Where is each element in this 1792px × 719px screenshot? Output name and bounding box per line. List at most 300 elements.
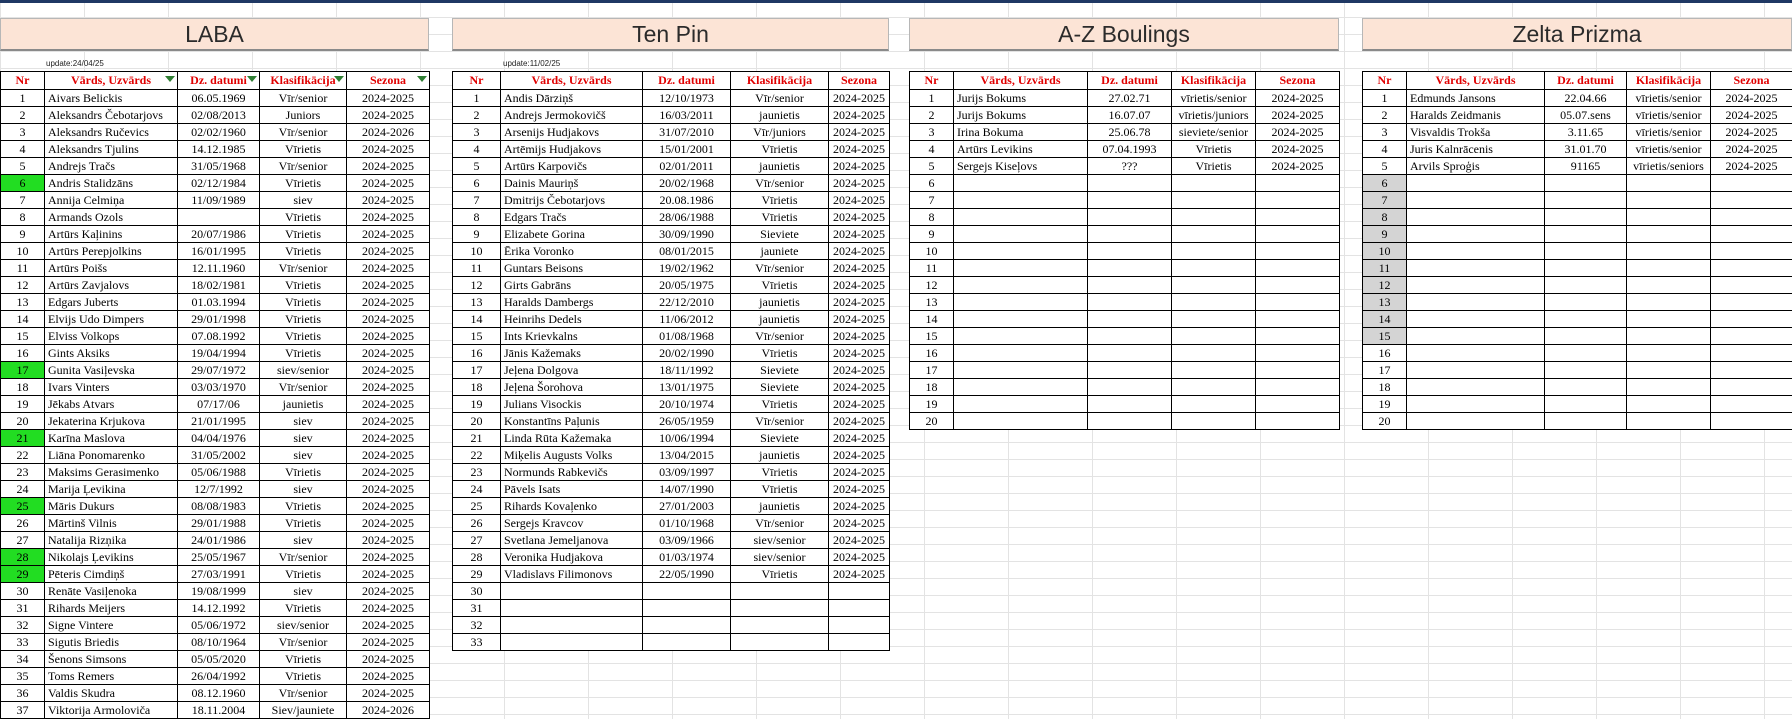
row-classification-cell[interactable] <box>1172 328 1256 345</box>
row-season-cell[interactable]: 2024-2025 <box>347 583 430 600</box>
row-classification-cell[interactable]: Vīrietis <box>260 226 347 243</box>
row-nr-cell[interactable]: 4 <box>910 141 954 158</box>
row-birthdate-cell[interactable]: 05/05/2020 <box>178 651 260 668</box>
row-season-cell[interactable]: 2024-2025 <box>829 498 890 515</box>
row-classification-cell[interactable] <box>1172 311 1256 328</box>
row-season-cell[interactable]: 2024-2025 <box>347 158 430 175</box>
col-name[interactable]: Vārds, Uzvārds <box>1407 72 1545 90</box>
row-name-cell[interactable] <box>1407 294 1545 311</box>
row-nr-cell[interactable]: 10 <box>453 243 501 260</box>
row-nr-cell[interactable]: 31 <box>453 600 501 617</box>
row-classification-cell[interactable]: Vīrietis <box>260 464 347 481</box>
col-name[interactable] <box>45 72 178 90</box>
col-season[interactable]: Sezona <box>829 72 890 90</box>
row-birthdate-cell[interactable]: 31/05/2002 <box>178 447 260 464</box>
row-birthdate-cell[interactable]: 02/08/2013 <box>178 107 260 124</box>
row-nr-cell[interactable]: 7 <box>910 192 954 209</box>
row-season-cell[interactable]: 2024-2025 <box>347 430 430 447</box>
row-nr-cell[interactable]: 24 <box>1 481 45 498</box>
row-classification-cell[interactable] <box>1627 345 1711 362</box>
row-season-cell[interactable] <box>1711 345 1792 362</box>
row-season-cell[interactable] <box>1256 226 1340 243</box>
row-nr-cell[interactable]: 29 <box>453 566 501 583</box>
row-classification-cell[interactable]: Vīrietis <box>731 396 829 413</box>
row-classification-cell[interactable]: vīrietis/senior <box>1627 141 1711 158</box>
row-nr-cell[interactable]: 36 <box>1 685 45 702</box>
row-season-cell[interactable]: 2024-2025 <box>347 651 430 668</box>
row-name-cell[interactable] <box>1407 260 1545 277</box>
row-classification-cell[interactable]: Vīrietis <box>260 566 347 583</box>
row-birthdate-cell[interactable] <box>1545 277 1627 294</box>
row-season-cell[interactable]: 2024-2025 <box>347 90 430 107</box>
row-season-cell[interactable]: 2024-2025 <box>347 685 430 702</box>
row-season-cell[interactable]: 2024-2025 <box>829 396 890 413</box>
row-birthdate-cell[interactable] <box>1545 226 1627 243</box>
row-name-cell[interactable]: Viktorija Armoloviča <box>45 702 178 719</box>
row-classification-cell[interactable]: Vīrietis <box>260 651 347 668</box>
row-name-cell[interactable] <box>954 294 1088 311</box>
row-nr-cell[interactable]: 13 <box>1 294 45 311</box>
row-name-cell[interactable] <box>954 396 1088 413</box>
row-name-cell[interactable] <box>501 634 643 651</box>
row-season-cell[interactable]: 2024-2025 <box>347 668 430 685</box>
col-birthdate[interactable]: Dz. datumi <box>1545 72 1627 90</box>
row-nr-cell[interactable]: 33 <box>1 634 45 651</box>
row-name-cell[interactable] <box>501 617 643 634</box>
row-season-cell[interactable] <box>1711 243 1792 260</box>
row-birthdate-cell[interactable]: 15/01/2001 <box>643 141 731 158</box>
row-name-cell[interactable]: Elviss Volkops <box>45 328 178 345</box>
row-name-cell[interactable]: Elvijs Udo Dimpers <box>45 311 178 328</box>
row-classification-cell[interactable]: vīrietis/senior <box>1172 90 1256 107</box>
row-classification-cell[interactable]: Vīrietis <box>260 141 347 158</box>
row-nr-cell[interactable]: 27 <box>1 532 45 549</box>
row-classification-cell[interactable] <box>731 634 829 651</box>
row-classification-cell[interactable] <box>1172 413 1256 430</box>
row-birthdate-cell[interactable] <box>1545 209 1627 226</box>
row-name-cell[interactable]: Artūrs Karpovičs <box>501 158 643 175</box>
row-name-cell[interactable]: Edmunds Jansons <box>1407 90 1545 107</box>
row-classification-cell[interactable] <box>1627 243 1711 260</box>
row-nr-cell[interactable]: 9 <box>1 226 45 243</box>
row-classification-cell[interactable]: Vīrietis <box>731 277 829 294</box>
row-season-cell[interactable]: 2024-2025 <box>347 141 430 158</box>
row-name-cell[interactable]: Karīna Maslova <box>45 430 178 447</box>
row-birthdate-cell[interactable] <box>1545 192 1627 209</box>
row-name-cell[interactable]: Arvils Sproģis <box>1407 158 1545 175</box>
row-nr-cell[interactable]: 18 <box>453 379 501 396</box>
row-birthdate-cell[interactable]: 05/06/1988 <box>178 464 260 481</box>
row-nr-cell[interactable]: 4 <box>1363 141 1407 158</box>
row-season-cell[interactable]: 2024-2025 <box>1711 141 1792 158</box>
row-classification-cell[interactable]: Vīrietis <box>260 668 347 685</box>
row-birthdate-cell[interactable] <box>1088 226 1172 243</box>
row-season-cell[interactable] <box>829 634 890 651</box>
row-birthdate-cell[interactable] <box>1088 294 1172 311</box>
row-nr-cell[interactable]: 9 <box>1363 226 1407 243</box>
row-nr-cell[interactable]: 10 <box>1 243 45 260</box>
row-classification-cell[interactable]: Vīr/senior <box>260 685 347 702</box>
row-name-cell[interactable]: Elizabete Gorina <box>501 226 643 243</box>
row-nr-cell[interactable]: 21 <box>1 430 45 447</box>
row-nr-cell[interactable]: 1 <box>453 90 501 107</box>
col-birthdate[interactable]: Dz. datumi <box>1088 72 1172 90</box>
row-classification-cell[interactable] <box>1172 175 1256 192</box>
row-name-cell[interactable]: Artūrs Poišs <box>45 260 178 277</box>
row-nr-cell[interactable]: 2 <box>453 107 501 124</box>
row-name-cell[interactable] <box>1407 277 1545 294</box>
row-season-cell[interactable]: 2024-2025 <box>829 226 890 243</box>
row-name-cell[interactable] <box>1407 345 1545 362</box>
row-birthdate-cell[interactable]: 18/02/1981 <box>178 277 260 294</box>
row-birthdate-cell[interactable]: 03/09/1997 <box>643 464 731 481</box>
row-name-cell[interactable] <box>501 600 643 617</box>
row-season-cell[interactable]: 2024-2025 <box>829 294 890 311</box>
row-name-cell[interactable]: Jēkabs Atvars <box>45 396 178 413</box>
row-season-cell[interactable]: 2024-2025 <box>347 311 430 328</box>
row-nr-cell[interactable]: 19 <box>910 396 954 413</box>
row-birthdate-cell[interactable]: 14.12.1992 <box>178 600 260 617</box>
row-classification-cell[interactable]: vīrietis/senior <box>1627 107 1711 124</box>
row-classification-cell[interactable]: siev <box>260 430 347 447</box>
row-classification-cell[interactable] <box>731 600 829 617</box>
row-classification-cell[interactable] <box>1627 379 1711 396</box>
row-nr-cell[interactable]: 20 <box>910 413 954 430</box>
row-nr-cell[interactable]: 5 <box>910 158 954 175</box>
row-nr-cell[interactable]: 24 <box>453 481 501 498</box>
row-season-cell[interactable]: 2024-2025 <box>829 515 890 532</box>
row-nr-cell[interactable]: 16 <box>1 345 45 362</box>
row-nr-cell[interactable]: 7 <box>1363 192 1407 209</box>
row-nr-cell[interactable]: 16 <box>910 345 954 362</box>
row-season-cell[interactable]: 2024-2025 <box>347 277 430 294</box>
row-season-cell[interactable] <box>1256 328 1340 345</box>
row-season-cell[interactable]: 2024-2025 <box>347 328 430 345</box>
row-birthdate-cell[interactable]: 07/17/06 <box>178 396 260 413</box>
row-name-cell[interactable]: Svetlana Jemeljanova <box>501 532 643 549</box>
row-nr-cell[interactable]: 26 <box>1 515 45 532</box>
row-season-cell[interactable]: 2024-2025 <box>347 379 430 396</box>
row-classification-cell[interactable] <box>1627 277 1711 294</box>
row-birthdate-cell[interactable]: 22.04.66 <box>1545 90 1627 107</box>
row-birthdate-cell[interactable]: 03/03/1970 <box>178 379 260 396</box>
row-season-cell[interactable] <box>1256 413 1340 430</box>
row-season-cell[interactable]: 2024-2026 <box>347 702 430 719</box>
col-nr[interactable]: Nr <box>910 72 954 90</box>
row-classification-cell[interactable] <box>1172 362 1256 379</box>
row-name-cell[interactable] <box>1407 396 1545 413</box>
row-birthdate-cell[interactable]: 29/07/1972 <box>178 362 260 379</box>
row-nr-cell[interactable]: 15 <box>453 328 501 345</box>
row-season-cell[interactable] <box>1711 362 1792 379</box>
row-name-cell[interactable]: Miķelis Augusts Volks <box>501 447 643 464</box>
row-nr-cell[interactable]: 20 <box>453 413 501 430</box>
row-season-cell[interactable]: 2024-2025 <box>1711 107 1792 124</box>
row-season-cell[interactable]: 2024-2026 <box>347 124 430 141</box>
col-season[interactable]: Sezona <box>1711 72 1792 90</box>
row-nr-cell[interactable]: 4 <box>1 141 45 158</box>
row-classification-cell[interactable]: Vīrietis <box>260 277 347 294</box>
row-birthdate-cell[interactable] <box>1545 311 1627 328</box>
row-classification-cell[interactable] <box>1627 192 1711 209</box>
row-birthdate-cell[interactable]: 20/07/1986 <box>178 226 260 243</box>
row-nr-cell[interactable]: 5 <box>1 158 45 175</box>
row-name-cell[interactable]: Sergejs Kiseļovs <box>954 158 1088 175</box>
row-season-cell[interactable]: 2024-2025 <box>829 362 890 379</box>
row-birthdate-cell[interactable] <box>1088 362 1172 379</box>
row-nr-cell[interactable]: 17 <box>1 362 45 379</box>
row-classification-cell[interactable]: Sieviete <box>731 379 829 396</box>
row-birthdate-cell[interactable] <box>1088 379 1172 396</box>
row-classification-cell[interactable]: siev <box>260 413 347 430</box>
row-name-cell[interactable] <box>1407 243 1545 260</box>
row-season-cell[interactable]: 2024-2025 <box>347 447 430 464</box>
row-name-cell[interactable]: Rihards Meijers <box>45 600 178 617</box>
row-name-cell[interactable]: Julians Visockis <box>501 396 643 413</box>
row-birthdate-cell[interactable] <box>643 600 731 617</box>
row-nr-cell[interactable]: 1 <box>910 90 954 107</box>
row-season-cell[interactable] <box>1256 260 1340 277</box>
row-nr-cell[interactable]: 6 <box>1 175 45 192</box>
row-nr-cell[interactable]: 28 <box>453 549 501 566</box>
row-nr-cell[interactable]: 6 <box>1363 175 1407 192</box>
row-name-cell[interactable]: Šenons Simsons <box>45 651 178 668</box>
row-nr-cell[interactable]: 19 <box>1363 396 1407 413</box>
row-name-cell[interactable] <box>1407 362 1545 379</box>
row-birthdate-cell[interactable]: 01/03/1974 <box>643 549 731 566</box>
row-season-cell[interactable]: 2024-2025 <box>829 413 890 430</box>
row-classification-cell[interactable] <box>1172 294 1256 311</box>
row-nr-cell[interactable]: 11 <box>1363 260 1407 277</box>
row-nr-cell[interactable]: 2 <box>910 107 954 124</box>
row-nr-cell[interactable]: 8 <box>910 209 954 226</box>
row-birthdate-cell[interactable]: 08/10/1964 <box>178 634 260 651</box>
row-name-cell[interactable] <box>954 277 1088 294</box>
row-season-cell[interactable]: 2024-2025 <box>347 396 430 413</box>
row-season-cell[interactable]: 2024-2025 <box>829 447 890 464</box>
row-birthdate-cell[interactable] <box>643 634 731 651</box>
row-classification-cell[interactable]: Vīr/senior <box>731 260 829 277</box>
row-season-cell[interactable] <box>1256 192 1340 209</box>
row-classification-cell[interactable]: Vīrietis <box>731 192 829 209</box>
row-season-cell[interactable]: 2024-2025 <box>829 260 890 277</box>
row-birthdate-cell[interactable]: 20.08.1986 <box>643 192 731 209</box>
row-birthdate-cell[interactable] <box>643 617 731 634</box>
row-classification-cell[interactable]: Vīrietis <box>260 243 347 260</box>
row-season-cell[interactable]: 2024-2025 <box>1711 90 1792 107</box>
row-birthdate-cell[interactable]: 10/06/1994 <box>643 430 731 447</box>
row-birthdate-cell[interactable]: 12.11.1960 <box>178 260 260 277</box>
row-birthdate-cell[interactable]: 13/04/2015 <box>643 447 731 464</box>
row-name-cell[interactable]: Guntars Beisons <box>501 260 643 277</box>
row-birthdate-cell[interactable]: 08/08/1983 <box>178 498 260 515</box>
row-classification-cell[interactable] <box>1627 175 1711 192</box>
row-nr-cell[interactable]: 16 <box>1363 345 1407 362</box>
row-season-cell[interactable]: 2024-2025 <box>347 107 430 124</box>
row-name-cell[interactable]: Aleksandrs Ručevics <box>45 124 178 141</box>
row-name-cell[interactable] <box>954 243 1088 260</box>
row-nr-cell[interactable]: 5 <box>1363 158 1407 175</box>
row-season-cell[interactable]: 2024-2025 <box>829 192 890 209</box>
row-nr-cell[interactable]: 12 <box>1363 277 1407 294</box>
row-season-cell[interactable]: 2024-2025 <box>347 600 430 617</box>
row-birthdate-cell[interactable]: 01/08/1968 <box>643 328 731 345</box>
row-name-cell[interactable]: Jurijs Bokums <box>954 107 1088 124</box>
row-season-cell[interactable] <box>1256 379 1340 396</box>
row-nr-cell[interactable]: 14 <box>910 311 954 328</box>
row-birthdate-cell[interactable]: 91165 <box>1545 158 1627 175</box>
row-classification-cell[interactable]: Vīrietis <box>731 481 829 498</box>
row-season-cell[interactable]: 2024-2025 <box>829 158 890 175</box>
filter-icon[interactable] <box>334 76 344 82</box>
row-name-cell[interactable]: Andrejs Tračs <box>45 158 178 175</box>
row-birthdate-cell[interactable]: 19/04/1994 <box>178 345 260 362</box>
row-birthdate-cell[interactable]: 25/05/1967 <box>178 549 260 566</box>
row-season-cell[interactable]: 2024-2025 <box>829 107 890 124</box>
row-name-cell[interactable] <box>954 413 1088 430</box>
row-classification-cell[interactable] <box>1627 328 1711 345</box>
row-nr-cell[interactable]: 3 <box>1363 124 1407 141</box>
row-classification-cell[interactable] <box>731 617 829 634</box>
row-season-cell[interactable] <box>1256 345 1340 362</box>
row-name-cell[interactable]: Pāvels Isats <box>501 481 643 498</box>
col-classification[interactable]: Klasifikācija <box>1627 72 1711 90</box>
row-name-cell[interactable]: Rihards Kovaļenko <box>501 498 643 515</box>
row-season-cell[interactable] <box>1711 396 1792 413</box>
row-nr-cell[interactable]: 37 <box>1 702 45 719</box>
row-classification-cell[interactable]: jaunietis <box>731 498 829 515</box>
row-name-cell[interactable]: Aleksandrs Tjulins <box>45 141 178 158</box>
row-classification-cell[interactable]: jaunietis <box>731 158 829 175</box>
row-classification-cell[interactable]: Vīrietis <box>731 141 829 158</box>
row-birthdate-cell[interactable]: 25.06.78 <box>1088 124 1172 141</box>
row-season-cell[interactable]: 2024-2025 <box>829 566 890 583</box>
row-birthdate-cell[interactable]: 16/01/1995 <box>178 243 260 260</box>
row-nr-cell[interactable]: 14 <box>1 311 45 328</box>
row-name-cell[interactable] <box>954 226 1088 243</box>
row-birthdate-cell[interactable] <box>1545 294 1627 311</box>
row-classification-cell[interactable]: Vīr/senior <box>731 328 829 345</box>
row-birthdate-cell[interactable]: 20/02/1990 <box>643 345 731 362</box>
row-birthdate-cell[interactable] <box>1088 311 1172 328</box>
row-birthdate-cell[interactable] <box>1545 396 1627 413</box>
row-name-cell[interactable]: Visvaldis Trokša <box>1407 124 1545 141</box>
row-classification-cell[interactable] <box>1172 260 1256 277</box>
row-nr-cell[interactable]: 20 <box>1 413 45 430</box>
row-season-cell[interactable]: 2024-2025 <box>829 209 890 226</box>
row-name-cell[interactable]: Renāte Vasiļenoka <box>45 583 178 600</box>
row-season-cell[interactable]: 2024-2025 <box>829 481 890 498</box>
row-nr-cell[interactable]: 17 <box>1363 362 1407 379</box>
row-classification-cell[interactable]: Vīrietis <box>731 209 829 226</box>
row-season-cell[interactable]: 2024-2025 <box>347 226 430 243</box>
row-birthdate-cell[interactable] <box>1545 345 1627 362</box>
row-name-cell[interactable] <box>954 345 1088 362</box>
row-name-cell[interactable]: Mārtinš Vilnis <box>45 515 178 532</box>
row-classification-cell[interactable]: jaunietis <box>731 447 829 464</box>
row-classification-cell[interactable]: vīrietis/senior <box>1627 90 1711 107</box>
row-nr-cell[interactable]: 10 <box>1363 243 1407 260</box>
row-season-cell[interactable]: 2024-2025 <box>829 328 890 345</box>
row-name-cell[interactable] <box>1407 379 1545 396</box>
row-birthdate-cell[interactable]: 19/02/1962 <box>643 260 731 277</box>
row-name-cell[interactable]: Nikolajs Ļevikins <box>45 549 178 566</box>
row-season-cell[interactable] <box>1256 362 1340 379</box>
row-classification-cell[interactable] <box>1172 396 1256 413</box>
row-classification-cell[interactable]: siev <box>260 192 347 209</box>
row-name-cell[interactable]: Edgars Juberts <box>45 294 178 311</box>
row-nr-cell[interactable]: 19 <box>1 396 45 413</box>
row-season-cell[interactable]: 2024-2025 <box>347 209 430 226</box>
row-classification-cell[interactable]: Sieviete <box>731 430 829 447</box>
row-season-cell[interactable] <box>1711 311 1792 328</box>
row-birthdate-cell[interactable]: 18/11/1992 <box>643 362 731 379</box>
row-birthdate-cell[interactable] <box>1545 243 1627 260</box>
row-classification-cell[interactable] <box>1627 311 1711 328</box>
row-season-cell[interactable]: 2024-2025 <box>347 362 430 379</box>
row-name-cell[interactable] <box>954 328 1088 345</box>
row-nr-cell[interactable]: 2 <box>1 107 45 124</box>
col-nr[interactable]: Nr <box>453 72 501 90</box>
row-name-cell[interactable]: Toms Remers <box>45 668 178 685</box>
row-birthdate-cell[interactable]: 29/01/1988 <box>178 515 260 532</box>
row-name-cell[interactable]: Artūrs Zavjalovs <box>45 277 178 294</box>
row-season-cell[interactable]: 2024-2025 <box>347 549 430 566</box>
row-nr-cell[interactable]: 8 <box>1363 209 1407 226</box>
row-name-cell[interactable]: Edgars Tračs <box>501 209 643 226</box>
row-name-cell[interactable]: Gints Aksiks <box>45 345 178 362</box>
row-nr-cell[interactable]: 15 <box>910 328 954 345</box>
row-nr-cell[interactable]: 18 <box>1363 379 1407 396</box>
row-season-cell[interactable]: 2024-2025 <box>829 175 890 192</box>
row-classification-cell[interactable] <box>1627 294 1711 311</box>
row-nr-cell[interactable]: 3 <box>1 124 45 141</box>
row-classification-cell[interactable] <box>1172 226 1256 243</box>
row-classification-cell[interactable]: Vīr/senior <box>260 379 347 396</box>
row-season-cell[interactable]: 2024-2025 <box>347 294 430 311</box>
row-name-cell[interactable]: Ints Krievkalns <box>501 328 643 345</box>
row-birthdate-cell[interactable]: 03/09/1966 <box>643 532 731 549</box>
col-nr[interactable]: Nr <box>1363 72 1407 90</box>
col-birthdate[interactable] <box>178 72 260 90</box>
row-birthdate-cell[interactable] <box>1545 328 1627 345</box>
row-classification-cell[interactable]: Vīrietis <box>731 345 829 362</box>
row-birthdate-cell[interactable]: 29/01/1998 <box>178 311 260 328</box>
row-classification-cell[interactable]: Vīr/senior <box>731 515 829 532</box>
row-name-cell[interactable]: Liāna Ponomarenko <box>45 447 178 464</box>
row-nr-cell[interactable]: 12 <box>1 277 45 294</box>
row-nr-cell[interactable]: 13 <box>453 294 501 311</box>
row-name-cell[interactable] <box>1407 311 1545 328</box>
row-classification-cell[interactable] <box>1172 209 1256 226</box>
row-season-cell[interactable]: 2024-2025 <box>347 192 430 209</box>
row-nr-cell[interactable]: 25 <box>453 498 501 515</box>
row-classification-cell[interactable]: Vīrietis <box>260 175 347 192</box>
filter-icon[interactable] <box>417 76 427 82</box>
row-name-cell[interactable]: Veronika Hudjakova <box>501 549 643 566</box>
row-birthdate-cell[interactable] <box>1088 209 1172 226</box>
row-name-cell[interactable]: Andris Stalidzāns <box>45 175 178 192</box>
row-name-cell[interactable] <box>1407 226 1545 243</box>
row-season-cell[interactable] <box>1711 209 1792 226</box>
row-classification-cell[interactable] <box>1627 260 1711 277</box>
row-classification-cell[interactable]: Vīrietis <box>260 515 347 532</box>
row-name-cell[interactable]: Haralds Dambergs <box>501 294 643 311</box>
row-season-cell[interactable] <box>1711 175 1792 192</box>
row-birthdate-cell[interactable]: 31.01.70 <box>1545 141 1627 158</box>
row-nr-cell[interactable]: 11 <box>453 260 501 277</box>
row-season-cell[interactable] <box>829 583 890 600</box>
